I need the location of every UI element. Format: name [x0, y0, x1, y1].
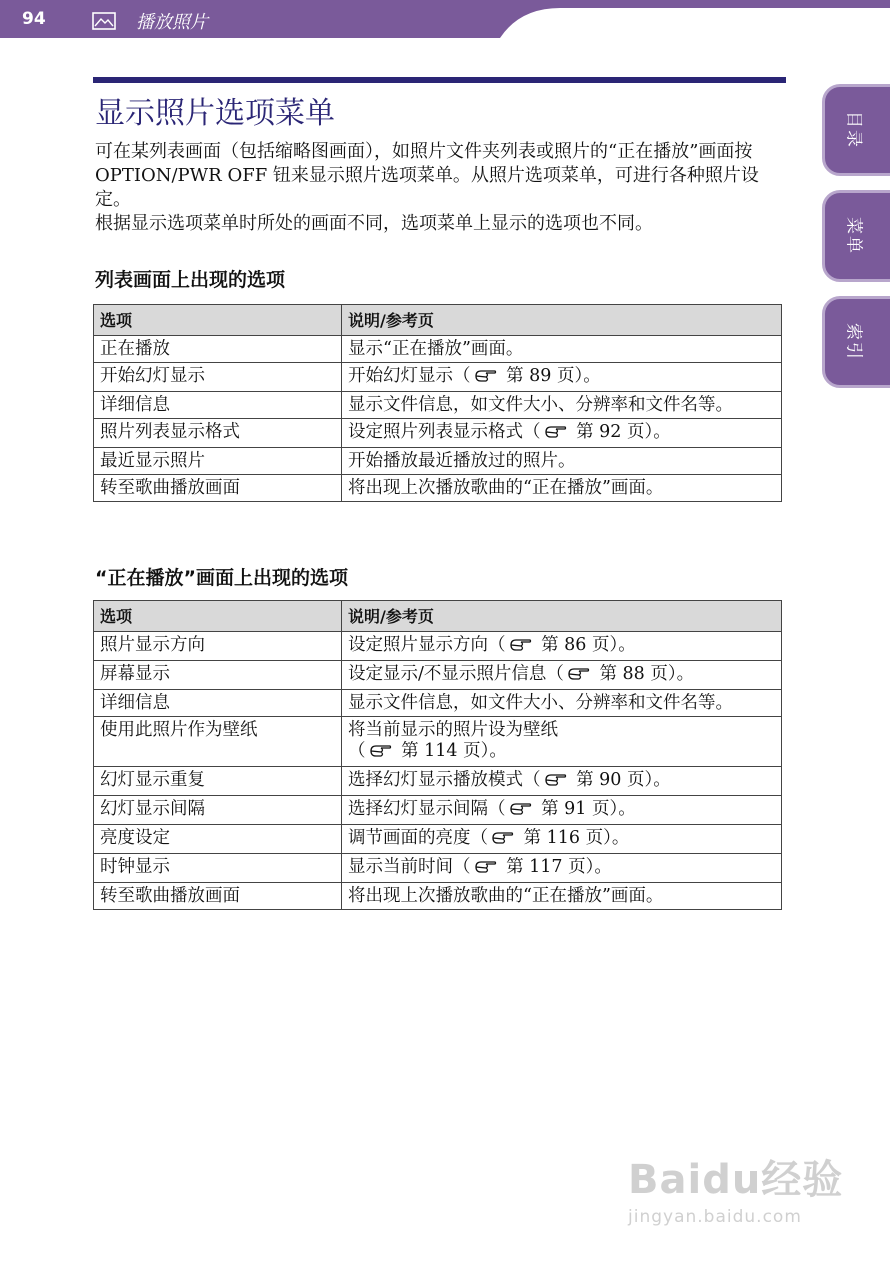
desc-cell: 显示文件信息，如文件大小、分辨率和文件名等。	[342, 690, 782, 717]
desc-cell: 将出现上次播放歌曲的“正在播放”画面。	[342, 475, 782, 502]
intro-text	[95, 140, 785, 236]
table-row	[94, 796, 782, 825]
section-title: 播放照片	[136, 12, 208, 33]
desc-cell: 显示文件信息，如文件大小、分辨率和文件名等。	[342, 392, 782, 419]
table-row	[94, 392, 782, 419]
desc-text: 设定照片列表显示格式（	[348, 422, 541, 442]
table-row	[94, 336, 782, 363]
pointing-hand-icon	[475, 368, 497, 389]
intro-paragraph: 可在某列表画面（包括缩略图画面），如照片文件夹列表或照片的“正在播放”画面按 OPTION/PWR OFF 钮来显示照片选项菜单。从照片选项菜单，可进行各种照片设定。	[95, 141, 759, 210]
page-ref: 第 117 页）。	[500, 857, 612, 877]
desc-cell[interactable]	[342, 854, 782, 883]
option-cell: 开始幻灯显示	[94, 363, 342, 392]
pointing-hand-icon	[545, 424, 567, 445]
desc-text: 设定显示/不显示照片信息（	[348, 664, 564, 684]
option-cell: 详细信息	[94, 690, 342, 717]
table-row	[94, 661, 782, 690]
column-header: 选项	[94, 601, 342, 632]
option-cell: 照片显示方向	[94, 632, 342, 661]
table1-heading: 列表画面上出现的选项	[95, 269, 286, 291]
page-number: 94	[22, 9, 46, 29]
pointing-hand-icon	[492, 830, 514, 851]
table-row	[94, 690, 782, 717]
page-ref: 第 116 页）。	[518, 828, 630, 848]
desc-cell: 将出现上次播放歌曲的“正在播放”画面。	[342, 883, 782, 910]
watermark	[628, 1148, 843, 1227]
pointing-hand-icon	[545, 772, 567, 793]
page-ref: 第 91 页）。	[535, 799, 636, 819]
table-header-row	[94, 305, 782, 336]
option-cell: 最近显示照片	[94, 448, 342, 475]
desc-text: 选择幻灯显示播放模式（	[348, 770, 541, 790]
desc-cell[interactable]	[342, 363, 782, 392]
column-header: 说明/参考页	[342, 601, 782, 632]
table-row	[94, 363, 782, 392]
page-ref: 第 86 页）。	[535, 635, 636, 655]
desc-cell[interactable]	[342, 796, 782, 825]
desc-cell: 显示“正在播放”画面。	[342, 336, 782, 363]
desc-cell[interactable]	[342, 717, 782, 767]
header-band	[0, 0, 890, 38]
table-row	[94, 419, 782, 448]
tab-menu[interactable]	[822, 190, 890, 282]
table-row	[94, 825, 782, 854]
column-header: 说明/参考页	[342, 305, 782, 336]
table-row	[94, 854, 782, 883]
now-playing-options-table	[93, 600, 782, 910]
column-header: 选项	[94, 305, 342, 336]
desc-text: （	[348, 741, 366, 761]
option-cell: 使用此照片作为壁纸	[94, 717, 342, 767]
option-cell: 幻灯显示间隔	[94, 796, 342, 825]
desc-cell[interactable]	[342, 632, 782, 661]
pointing-hand-icon	[510, 801, 532, 822]
tab-contents[interactable]	[822, 84, 890, 176]
desc-cell[interactable]	[342, 661, 782, 690]
option-cell: 亮度设定	[94, 825, 342, 854]
desc-cell[interactable]	[342, 419, 782, 448]
pointing-hand-icon	[568, 666, 590, 687]
option-cell: 正在播放	[94, 336, 342, 363]
option-cell: 屏幕显示	[94, 661, 342, 690]
table-row	[94, 448, 782, 475]
page-ref: 第 88 页）。	[593, 664, 695, 684]
watermark-logo: Baidu经验	[628, 1157, 844, 1203]
desc-text: 显示当前时间（	[348, 857, 471, 877]
table-row	[94, 632, 782, 661]
option-cell: 转至歌曲播放画面	[94, 883, 342, 910]
pointing-hand-icon	[475, 859, 497, 880]
desc-text: 将当前显示的照片设为壁纸	[348, 720, 558, 740]
desc-cell: 开始播放最近播放过的照片。	[342, 448, 782, 475]
table-row	[94, 767, 782, 796]
page-ref: 第 92 页）。	[570, 422, 671, 442]
option-cell: 详细信息	[94, 392, 342, 419]
desc-text: 调节画面的亮度（	[348, 828, 488, 848]
title-rule	[93, 77, 786, 83]
option-cell: 转至歌曲播放画面	[94, 475, 342, 502]
pointing-hand-icon	[510, 637, 532, 658]
option-cell: 照片列表显示格式	[94, 419, 342, 448]
page-ref: 第 89 页）。	[500, 366, 601, 386]
watermark-url: jingyan.baidu.com	[628, 1207, 802, 1227]
desc-cell[interactable]	[342, 767, 782, 796]
table-row	[94, 717, 782, 767]
table2-heading: “正在播放”画面上出现的选项	[95, 567, 348, 589]
tab-label: 目录	[843, 111, 864, 149]
page-header	[0, 0, 890, 38]
table-header-row	[94, 601, 782, 632]
intro-paragraph: 根据显示选项菜单时所处的画面不同，选项菜单上显示的选项也不同。	[95, 213, 653, 234]
tab-label: 索引	[843, 323, 864, 361]
option-cell: 时钟显示	[94, 854, 342, 883]
desc-text: 设定照片显示方向（	[348, 635, 506, 655]
option-cell: 幻灯显示重复	[94, 767, 342, 796]
tab-index[interactable]	[822, 296, 890, 388]
list-screen-options-table	[93, 304, 782, 502]
desc-text: 选择幻灯显示间隔（	[348, 799, 506, 819]
page-title: 显示照片选项菜单	[95, 96, 335, 131]
table-row	[94, 883, 782, 910]
table-row	[94, 475, 782, 502]
page-ref: 第 90 页）。	[570, 770, 671, 790]
tab-label: 菜单	[843, 217, 864, 255]
page-ref: 第 114 页）。	[395, 741, 507, 761]
desc-cell[interactable]	[342, 825, 782, 854]
desc-text: 开始幻灯显示（	[348, 366, 471, 386]
pointing-hand-icon	[370, 743, 392, 764]
